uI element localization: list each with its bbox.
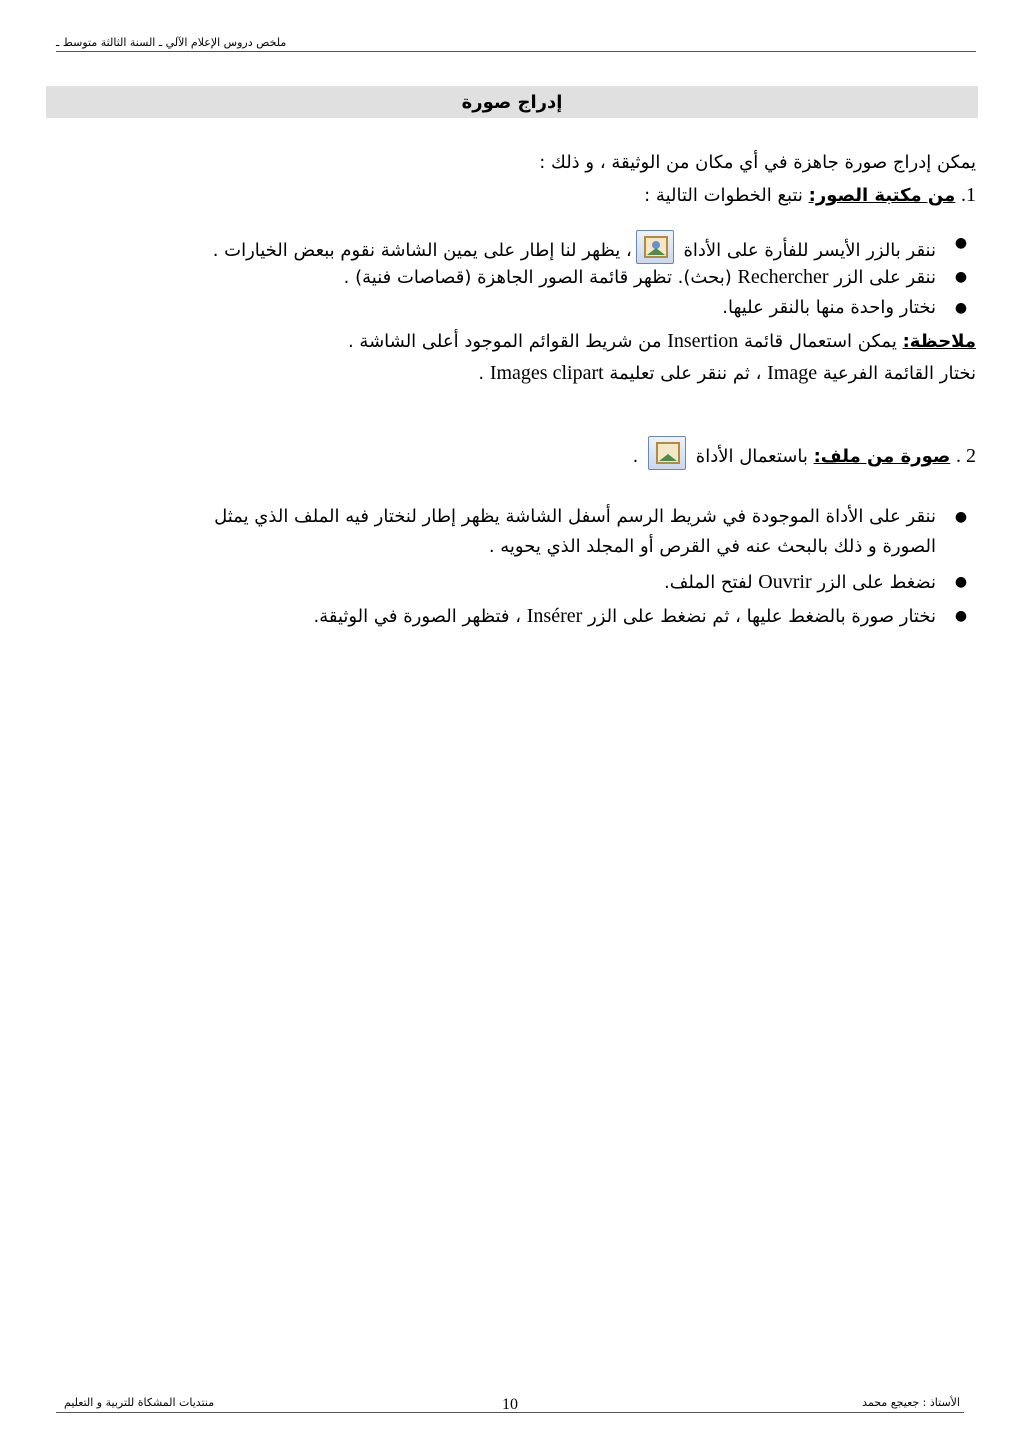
bullet-dot-icon: ● <box>954 509 968 525</box>
bullet-text: ننقر بالزر الأيسر للفأرة على الأداة <box>677 240 936 261</box>
image-label: Image <box>767 362 818 384</box>
section2-bullet-2 <box>664 569 936 596</box>
bullet-dot-icon: ● <box>954 574 968 590</box>
section1-bullet-2 <box>344 264 936 291</box>
section1-text: نتبع الخطوات التالية : <box>644 185 809 206</box>
inserer-label: Insérer <box>526 605 583 627</box>
bullet-dot-icon: ● <box>954 235 968 251</box>
footer-divider <box>56 1412 964 1413</box>
bullet-dot-icon: ● <box>954 300 968 316</box>
rechercher-label: Rechercher <box>737 266 829 288</box>
note-line-1 <box>348 328 976 355</box>
section1-bullet-3: نختار واحدة منها بالنقر عليها. <box>722 297 936 318</box>
page-header: ملخص دروس الإعلام الآلي ـ السنة الثالثة متوسط ـ <box>56 36 287 49</box>
note-text: نختار القائمة الفرعية <box>817 363 976 384</box>
section2-heading: صورة من ملف: <box>813 446 951 467</box>
section2-bullet-1-line-2: الصورة و ذلك بالبحث عنه في القرص أو المجلد الذي يحويه . <box>488 536 936 557</box>
footer-forum-name: منتديات المشكاة للتربية و التعليم <box>64 1396 215 1409</box>
bullet-text: ، فتظهر الصورة في الوثيقة. <box>313 606 527 627</box>
intro-line: يمكن إدراج صورة جاهزة في أي مكان من الوثيقة ، و ذلك : <box>539 152 976 173</box>
section2-bullet-3 <box>313 603 936 630</box>
bullet-text: ننقر على الزر <box>828 267 936 288</box>
insertion-label: Insertion <box>667 330 739 352</box>
section1-number: 1. <box>961 184 976 206</box>
note-text: . <box>478 363 490 384</box>
clipart-icon <box>636 230 674 264</box>
section1-heading-line <box>644 182 976 209</box>
note-text: يمكن استعمال قائمة <box>738 331 903 352</box>
section1-heading: من مكتبة الصور: <box>808 185 956 206</box>
note-line-2 <box>478 360 976 387</box>
section2-text: باستعمال الأداة <box>690 446 814 467</box>
picture-from-file-icon <box>648 436 686 470</box>
bullet-text: (بحث). تظهر قائمة الصور الجاهزة (قصاصات فنية) . <box>343 267 738 288</box>
page-number: 10 <box>502 1396 518 1413</box>
page-title: إدراج صورة <box>46 86 978 118</box>
bullet-dot-icon: ● <box>954 608 968 624</box>
section2-bullet-1-line-1: ننقر على الأداة الموجودة في شريط الرسم أسفل الشاشة يظهر إطار لنختار فيه الملف الذي يمثل <box>214 506 936 527</box>
ouvrir-label: Ouvrir <box>758 571 812 593</box>
note-label: ملاحظة: <box>902 331 976 352</box>
section2-text: . <box>632 446 645 467</box>
bullet-text: نضغط على الزر <box>811 572 936 593</box>
bullet-text: لفتح الملف. <box>664 572 759 593</box>
note-text: من شريط القوائم الموجود أعلى الشاشة . <box>347 331 668 352</box>
bullet-dot-icon: ● <box>954 269 968 285</box>
images-clipart-label: Images clipart <box>489 362 604 384</box>
bullet-text: ، يظهر لنا إطار على يمين الشاشة نقوم ببعض الخيارات . <box>212 240 632 261</box>
header-divider <box>56 51 976 52</box>
bullet-text: نختار صورة بالضغط عليها ، ثم نضغط على الزر <box>582 606 936 627</box>
footer-teacher-name: الأستاذ : جعيجع محمد <box>862 1396 960 1409</box>
section2-heading-line <box>633 436 976 470</box>
note-text: ، ثم ننقر على تعليمة <box>603 363 768 384</box>
section1-bullet-1 <box>213 230 936 264</box>
section2-number: 2 . <box>956 445 976 467</box>
